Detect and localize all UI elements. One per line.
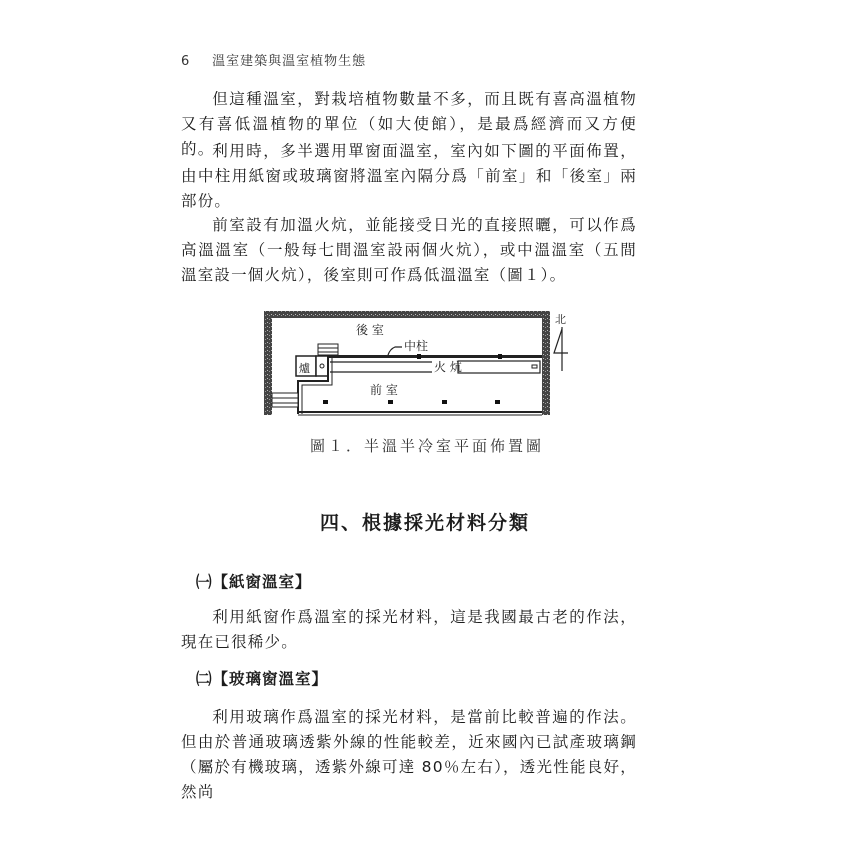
subsection-text-paper-window-body: 利用紙窗作爲溫室的採光材料，這是我國最古老的作法，現在已很稀少。 [181,608,637,651]
section-title: 四、根據採光材料分類 [319,512,530,534]
label-back-room: 後 室 [356,323,384,337]
subsection-heading-paper-window: ㈠【紙窗溫室】 [196,573,312,591]
label-fire-kang: 火 炕 [434,360,462,374]
page-number: 6 [181,54,191,69]
label-north: 北 [555,313,566,326]
figure-caption: 圖１．半溫半冷室平面佈置圖 [310,437,545,455]
paragraph-3-text: 前室設有加溫火炕，並能接受日光的直接照曬，可以作爲高溫溫室（一般每七間溫室設兩個火炕），或中溫溫室（五間溫室設一個火炕），後室則可作爲低溫溫室（圖１）。 [181,216,637,284]
subsection-text-glass-window-body: 利用玻璃作爲溫室的採光材料，是當前比較普遍的作法。但由於普通玻璃透紫外線的性能較差，近來國內已試產玻璃鋼（屬於有機玻璃，透紫外線可達 80％左右），透光性能良好，然尚 [181,708,637,801]
label-center-pillar: 中柱 [404,339,429,353]
running-title: 溫室建築與溫室植物生態 [212,54,367,69]
paragraph-1-text: 但這種溫室，對栽培植物數量不多，而且既有喜高溫植物又有喜低溫植物的單位（如大使館），是最爲經濟而又方便的。 [181,90,637,158]
subsection-text-glass-window [181,705,637,805]
paragraph-2 [181,139,637,214]
label-stove: 爐 [299,362,310,375]
paragraph-2-text: 利用時，多半選用單窗面溫室，室內如下圖的平面佈置，由中柱用紙窗或玻璃窗將溫室內隔分爲「前室」和「後室」兩部份。 [181,142,637,210]
running-header [181,50,366,69]
subsection-text-paper-window [181,605,637,655]
paragraph-3 [181,213,637,288]
greenhouse-floor-plan-figure [262,309,572,417]
label-front-room: 前 室 [370,383,398,397]
subsection-heading-glass-window: ㈡【玻璃窗溫室】 [196,670,329,688]
floor-plan-diagram [262,309,572,417]
